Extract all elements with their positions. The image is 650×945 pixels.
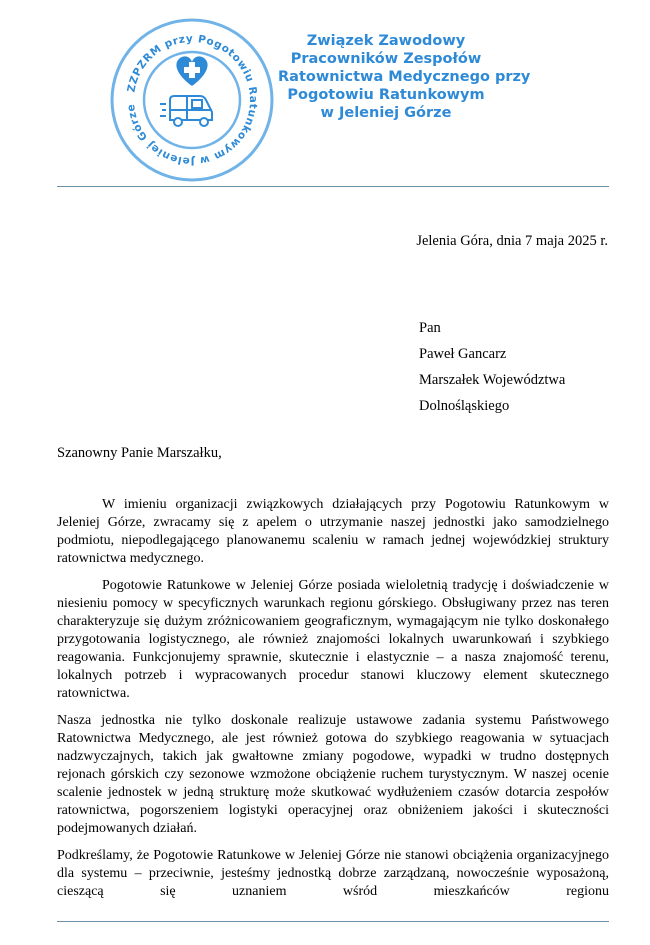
place-date: Jelenia Góra, dnia 7 maja 2025 r.: [416, 233, 608, 249]
body-paragraph: Pogotowie Ratunkowe w Jeleniej Górze posiada wieloletnią tradycję i doświadczenie w niesieniu pomocy w specyficznych warunkach regionu górskiego. Obsługiwany przez nas teren charakteryzuje się dużym zróżnicowaniem geograficznym, wymagającym nie tylko doskonałego przygotowania logistycznego, ale również znajomości lokalnych uwarunkowań i szybkiego reagowania. Funkcjonujemy sprawnie, skutecznie i elastycznie – a nasza znajomość terenu, lokalnych potrzeb i wypracowanych procedur stanowi kluczowy element skutecznego ratownictwa.: [57, 578, 609, 701]
recipient-block: [419, 315, 565, 419]
recipient-line: Pan: [419, 320, 441, 336]
org-name-line: Ratownictwa Medycznego przy: [278, 69, 531, 85]
organization-name: [278, 32, 531, 122]
org-name-line: w Jeleniej Górze: [320, 105, 452, 121]
org-name-line: Pogotowiu Ratunkowym: [287, 87, 485, 103]
logo-seal: [108, 16, 276, 184]
body-paragraph: W imieniu organizacji związkowych działających przy Pogotowiu Ratunkowym w Jeleniej Górze, zwracamy się z apelem o utrzymanie naszej jednostki jako samodzielnego podmiotu, niepodlegającego planowanemu scaleniu w ramach jednej wojewódzkiej struktury ratownictwa medycznego.: [57, 497, 609, 566]
organization-logo: [108, 16, 276, 184]
body-paragraph: Podkreślamy, że Pogotowie Ratunkowe w Jeleniej Górze nie stanowi obciążenia organizacyjnego dla systemu – przeciwnie, jesteśmy jednostką dobrze zarządzaną, nowocześnie wyposażoną, cieszącą się uznaniem wśród mieszkańców regionu: [57, 848, 609, 899]
body-paragraph: Nasza jednostka nie tylko doskonale realizuje ustawowe zadania systemu Państwowego Ratownictwa Medycznego, ale jest również gotowa do szybkiego reagowania w sytuacjach nadzwyczajnych, takich jak gwałtowne zmiany pogodowe, wypadki w trudno dostępnych rejonach górskich czy sezonowe wzmożone obciążenie ruchem turystycznym. W naszej ocenie scalenie jednostek w jedną strukturę może skutkować wydłużeniem czasów dotarcia zespołów ratownictwa, pogorszeniem logistyki operacyjnej oraz obniżeniem jakości i skuteczności podejmowanych działań.: [57, 713, 609, 836]
recipient-line: Paweł Gancarz: [419, 346, 507, 362]
footer-divider: [57, 921, 609, 922]
org-name-line: Związek Zawodowy: [306, 33, 466, 49]
logo-ring-text: ZZPZRM przy Pogotowiu Ratunkowym w Jeleniej Górze: [125, 32, 260, 168]
letter-body: [57, 496, 609, 901]
recipient-line: Marszałek Województwa: [419, 372, 566, 388]
heart-cross-icon: [176, 56, 207, 86]
org-name-line: Pracowników Zespołów: [290, 51, 482, 67]
header-divider: [57, 186, 609, 187]
ambulance-icon: [160, 96, 212, 126]
salutation: Szanowny Panie Marszałku,: [57, 445, 222, 461]
recipient-line: Dolnośląskiego: [419, 398, 510, 414]
